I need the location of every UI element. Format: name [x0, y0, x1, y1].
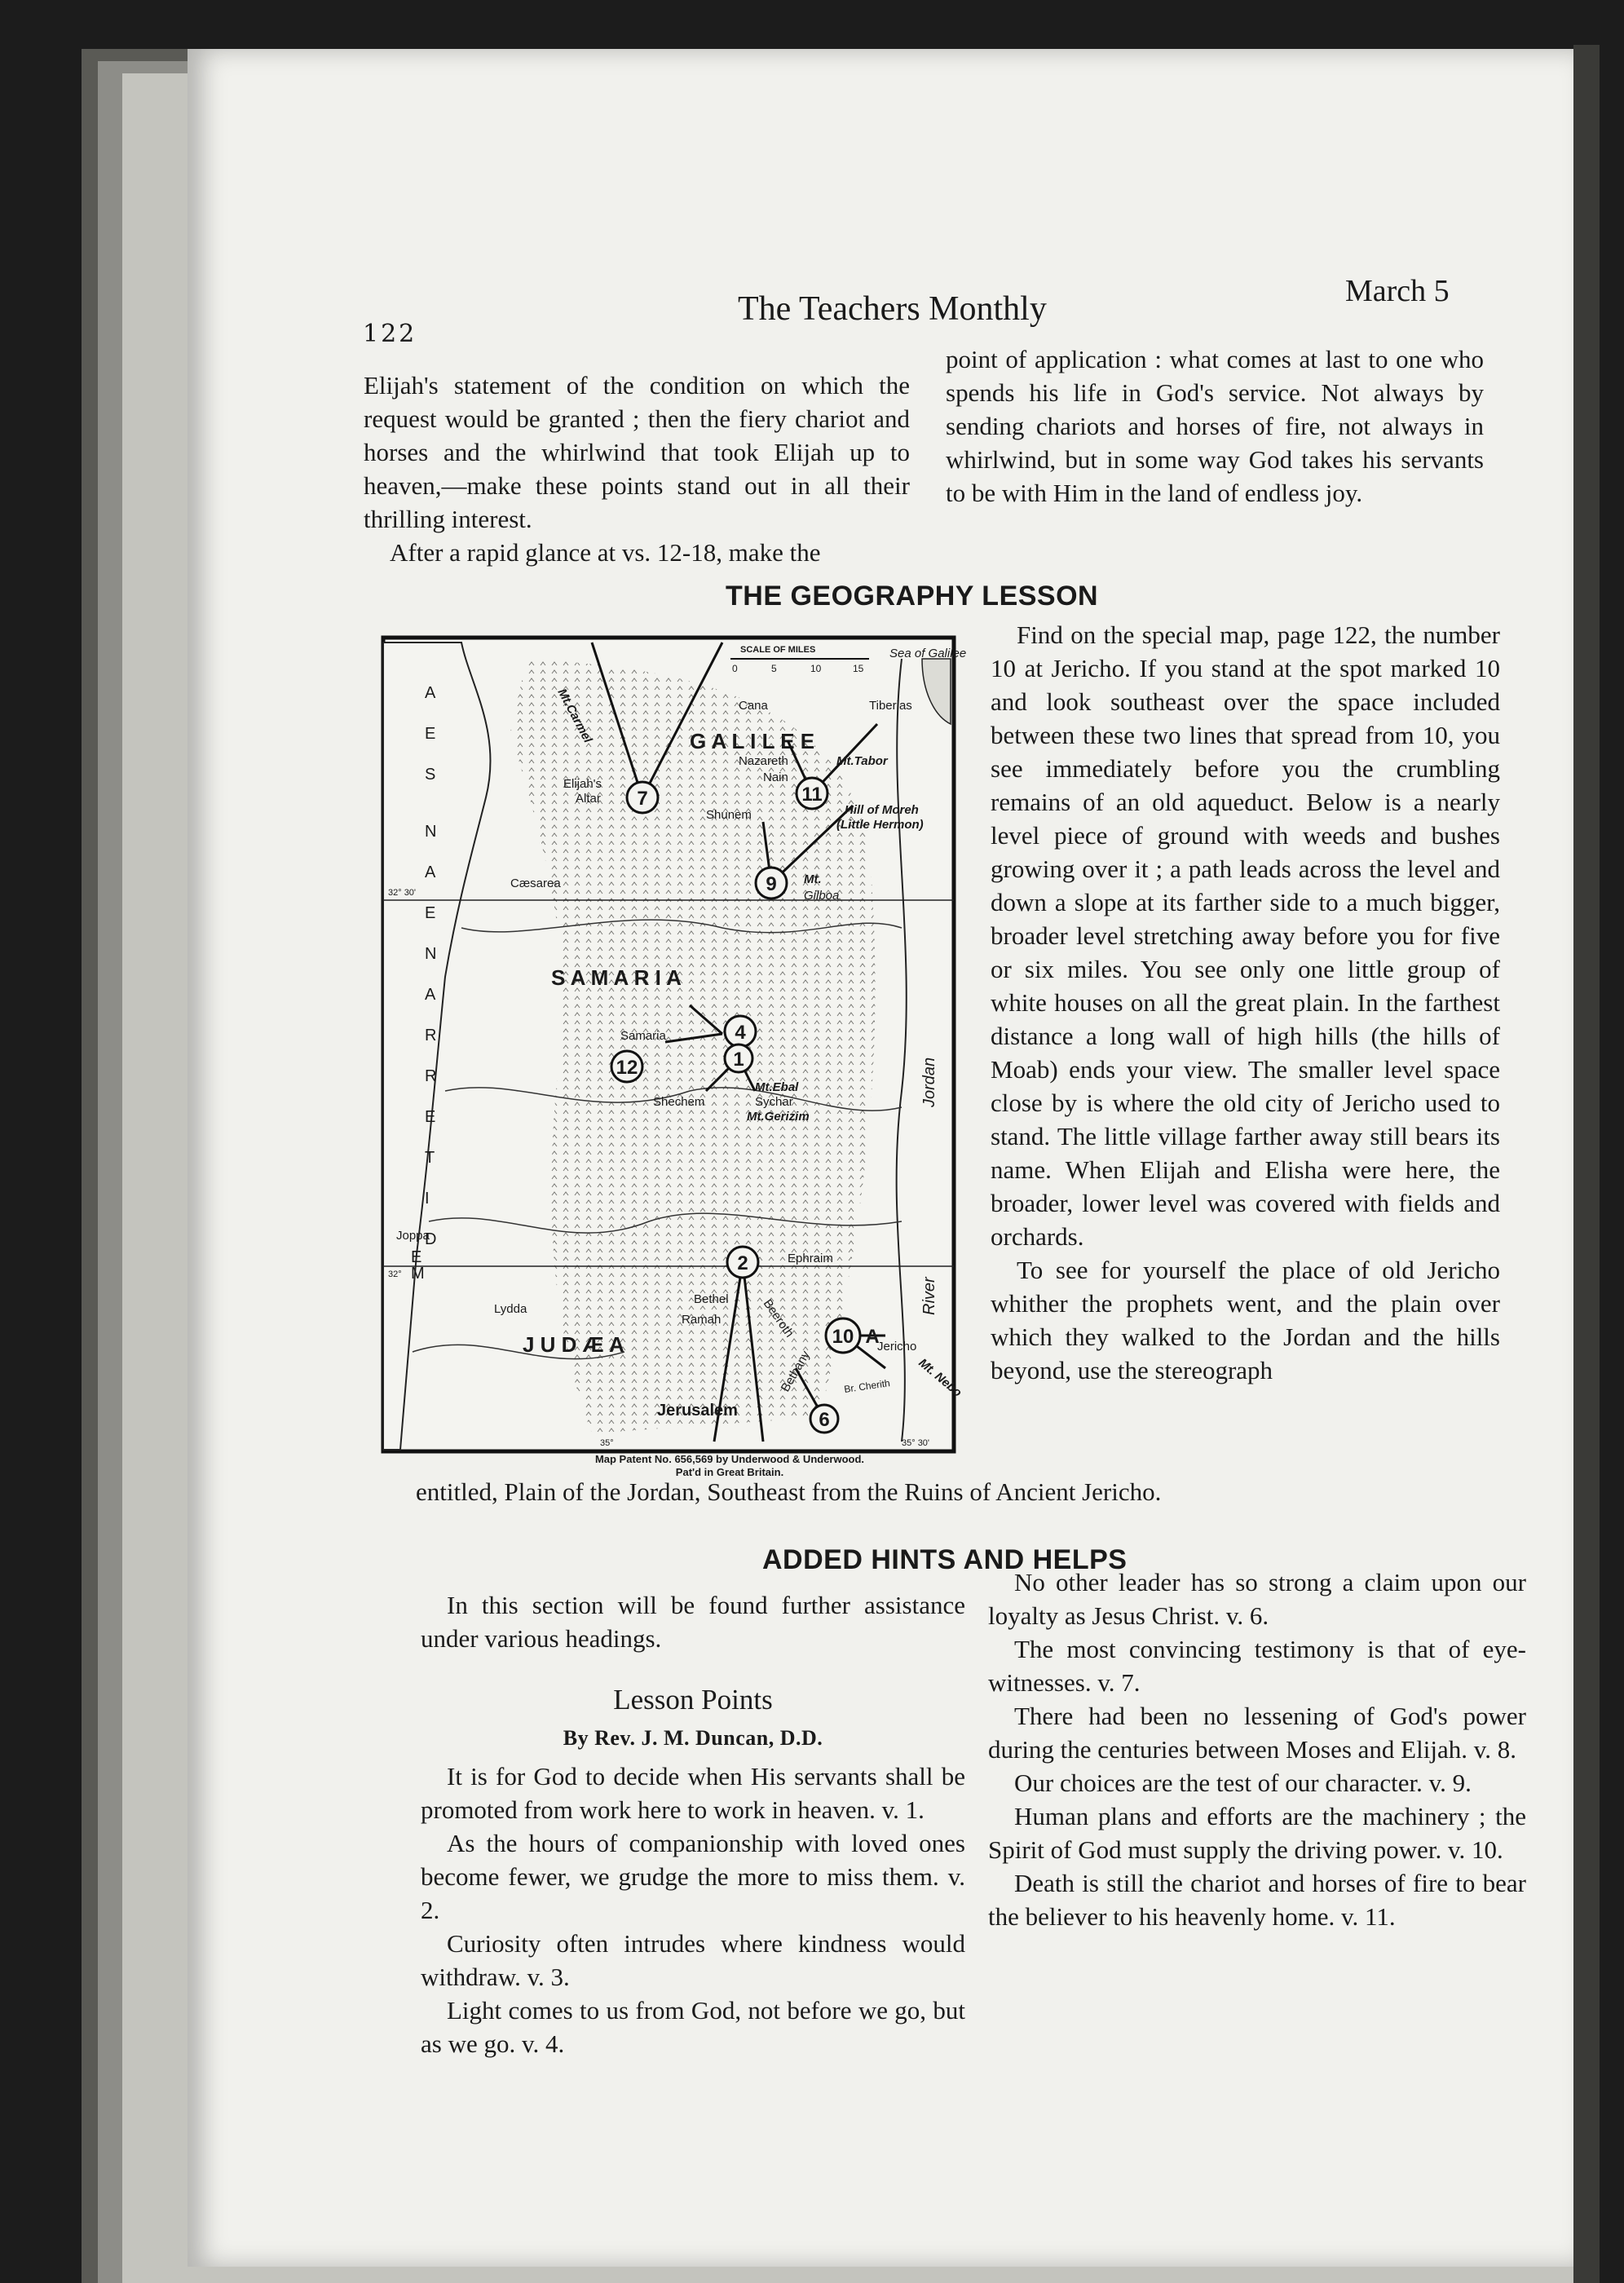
- marker-10-label: 10: [832, 1326, 854, 1348]
- lesson-point: No other leader has so strong a claim upon our loyalty as Jesus Christ. v. 6.: [988, 1568, 1526, 1630]
- marker-12-label: 12: [616, 1057, 638, 1079]
- region-galilee: G A L I L E E: [690, 729, 815, 753]
- sea-letter: R: [425, 1067, 437, 1085]
- place-cana: Cana: [739, 699, 768, 713]
- geography-text: [991, 618, 1500, 1387]
- added-left-column: [421, 1588, 965, 2060]
- lesson-point: The most convincing testimony is that of eye-witnesses. v. 7.: [988, 1635, 1526, 1697]
- place-samaria: Samaria: [620, 1029, 666, 1043]
- marker-10-suffix: A: [865, 1326, 880, 1348]
- place-shunem: Shunem: [706, 808, 752, 822]
- place-nazareth: Nazareth: [739, 754, 788, 768]
- sea-letter: M: [411, 1265, 425, 1283]
- sea-letter: R: [425, 1027, 437, 1044]
- lat-label-32: 32°: [388, 1270, 402, 1279]
- sea-letter: E: [425, 725, 436, 743]
- place-bethany: Bethany: [778, 1348, 813, 1394]
- issue-date: March 5: [1345, 274, 1450, 308]
- marker-11-label: 11: [801, 784, 823, 806]
- place-bethel: Bethel: [694, 1292, 729, 1306]
- added-hints-heading: ADDED HINTS AND HELPS: [762, 1544, 1128, 1575]
- place-elijahs-altar: Elijah's: [563, 777, 602, 791]
- scale-tick: 5: [771, 663, 777, 674]
- lon-label-35-30: 35° 30': [902, 1438, 930, 1448]
- place-ephraim: Ephraim: [788, 1252, 833, 1265]
- place-brook-cherith: Br. Cherith: [843, 1377, 891, 1395]
- place-jerusalem: Jerusalem: [657, 1402, 738, 1420]
- marker-9-label: 9: [766, 873, 777, 895]
- scale-tick: 10: [810, 663, 822, 674]
- place-mt-ebal: Mt.Ebal: [755, 1080, 799, 1094]
- lesson-point: Curiosity often intrudes where kindness would withdraw. v. 3.: [421, 1929, 965, 1991]
- lesson-point: There had been no lessening of God's power during the centuries between Moses and Elijah. v. 8.: [988, 1702, 1526, 1764]
- sea-letter: N: [425, 823, 437, 841]
- place-sychar: Sychar: [755, 1095, 793, 1109]
- sea-letter: N: [425, 945, 437, 963]
- paragraph: To see for yourself the place of old Jericho whither the prophets went, and the plain over which they walked to the Jordan and the hills beyond, use the stereograph: [991, 1256, 1500, 1384]
- paragraph: Elijah's statement of the condition on which the request would be granted ; then the fiery chariot and horses and the whirlwind that took Elijah up to heaven,—make these points stand out in all their thrilling interest.: [364, 371, 910, 533]
- place-mt-tabor: Mt.Tabor: [836, 754, 888, 768]
- place-hill-of-moreh: Hill of Moreh: [845, 803, 919, 817]
- place-elijahs-altar-2: Altar: [576, 792, 601, 806]
- geography-continuation: entitled, Plain of the Jordan, Southeast from the Ruins of Ancient Jericho.: [416, 1477, 1162, 1506]
- place-shechem: Shechem: [653, 1095, 705, 1109]
- place-tiberias: Tiberias: [869, 699, 912, 713]
- place-jericho: Jericho: [877, 1340, 917, 1353]
- geography-heading: THE GEOGRAPHY LESSON: [726, 581, 1099, 612]
- place-little-hermon: (Little Hermon): [836, 818, 924, 832]
- region-samaria: S A M A R I A: [551, 965, 682, 990]
- palestine-map: [380, 634, 967, 1459]
- sea-letter: E: [411, 1248, 422, 1266]
- added-right-column: [988, 1565, 1526, 1933]
- jordan-label: Jordan: [920, 1057, 938, 1107]
- running-title: The Teachers Monthly: [738, 290, 1047, 328]
- sea-letter: I: [425, 1190, 430, 1208]
- lesson-point: As the hours of companionship with loved ones become fewer, we grudge the more to miss them. v. 2.: [421, 1829, 965, 1924]
- paragraph: In this section will be found further assistance under various headings.: [421, 1591, 965, 1653]
- sea-of-galilee-label: Sea of Galilee: [889, 647, 967, 660]
- sea-letter: S: [425, 766, 436, 784]
- paragraph: Find on the special map, page 122, the number 10 at Jericho. If you stand at the spot marked 10 and look southeast over the space included between these two lines that spread from 10, you see immediately before you the crumbling remains of an old aqueduct. Below is a nearly level piece of ground with weeds and bushes growing over it ; a path leads across the level and down a slope at its farther side to a much bigger, broader level stretching away before you for five or six miles. You see only one little group of white houses on all the great plain. In the farthest distance a long wall of high hills (the hills of Moab) ends your view. The smaller level space close by is where the old city of Jericho used to stand. The little village farther away still bears its name. When Elijah and Elisha were here, the broader, lower level was covered with fields and orchards.: [991, 620, 1500, 1251]
- lesson-point: Our choices are the test of our character. v. 9.: [1014, 1769, 1472, 1797]
- byline: By Rev. J. M. Duncan, D.D.: [563, 1726, 823, 1750]
- sea-letter: A: [425, 986, 436, 1004]
- place-beeroth: Beeroth: [760, 1296, 797, 1340]
- lesson-point: Light comes to us from God, not before we go, but as we go. v. 4.: [421, 1996, 965, 2058]
- scale-tick: 0: [732, 663, 738, 674]
- lon-label-35: 35°: [600, 1438, 614, 1448]
- region-judaea: J U D Æ A: [523, 1332, 624, 1357]
- place-caesarea: Cæsarea: [510, 877, 561, 890]
- scale-tick: 15: [853, 663, 864, 674]
- lesson-point: Death is still the chariot and horses of fire to bear the believer to his heavenly home. v. 11.: [988, 1869, 1526, 1931]
- place-lydda: Lydda: [494, 1302, 527, 1316]
- lesson-point: Human plans and efforts are the machinery ; the Spirit of God must supply the driving power. v. 10.: [988, 1802, 1526, 1864]
- place-mt-carmel: Mt.Carmel: [554, 686, 595, 745]
- lesson-points-heading: Lesson Points: [613, 1684, 773, 1716]
- marker-4-label: 4: [735, 1022, 746, 1044]
- marker-6-label: 6: [819, 1409, 830, 1431]
- scale-title: SCALE OF MILES: [740, 645, 816, 655]
- cover-edge: [1573, 45, 1600, 2283]
- marker-1-label: 1: [733, 1049, 744, 1071]
- map-caption-line: Pat'd in Great Britain.: [675, 1466, 784, 1478]
- river-label: River: [920, 1277, 938, 1315]
- sea-letter: E: [425, 904, 436, 922]
- marker-2-label: 2: [737, 1252, 748, 1274]
- sea-letter: T: [425, 1149, 435, 1167]
- place-nain: Nain: [763, 771, 788, 784]
- place-joppa: Joppa: [396, 1229, 430, 1243]
- intro-left-column: [364, 369, 910, 569]
- map-caption: [514, 1453, 946, 1479]
- place-mt-nebo: Mt. Nebo: [916, 1356, 964, 1400]
- place-mt-gerizim: Mt.Gerizim: [747, 1110, 810, 1124]
- sea-letter: A: [425, 684, 436, 702]
- sea-letter: A: [425, 863, 436, 881]
- paragraph: point of application : what comes at last to one who spends his life in God's service. Not always by sending chariots and horses of fire, not always in whirlwind, but in some way God takes his servants to be with Him in the land of endless joy.: [946, 345, 1484, 507]
- place-ramah: Ramah: [682, 1313, 722, 1327]
- marker-7-label: 7: [637, 788, 648, 810]
- place-mt-gilboa: Mt.: [804, 872, 822, 886]
- map-caption-line: Map Patent No. 656,569 by Underwood & Underwood.: [594, 1453, 865, 1465]
- page-number: 122: [363, 320, 417, 348]
- lat-label-32-30: 32° 30': [388, 888, 417, 898]
- intro-right-column: [946, 342, 1484, 510]
- sea-letter: E: [425, 1108, 436, 1126]
- paragraph: After a rapid glance at vs. 12-18, make the: [390, 538, 821, 567]
- lesson-point: It is for God to decide when His servants shall be promoted from work here to work in heaven. v. 1.: [421, 1762, 965, 1824]
- sea-letter: D: [425, 1230, 437, 1248]
- place-gilboa: Gilboa: [804, 889, 840, 903]
